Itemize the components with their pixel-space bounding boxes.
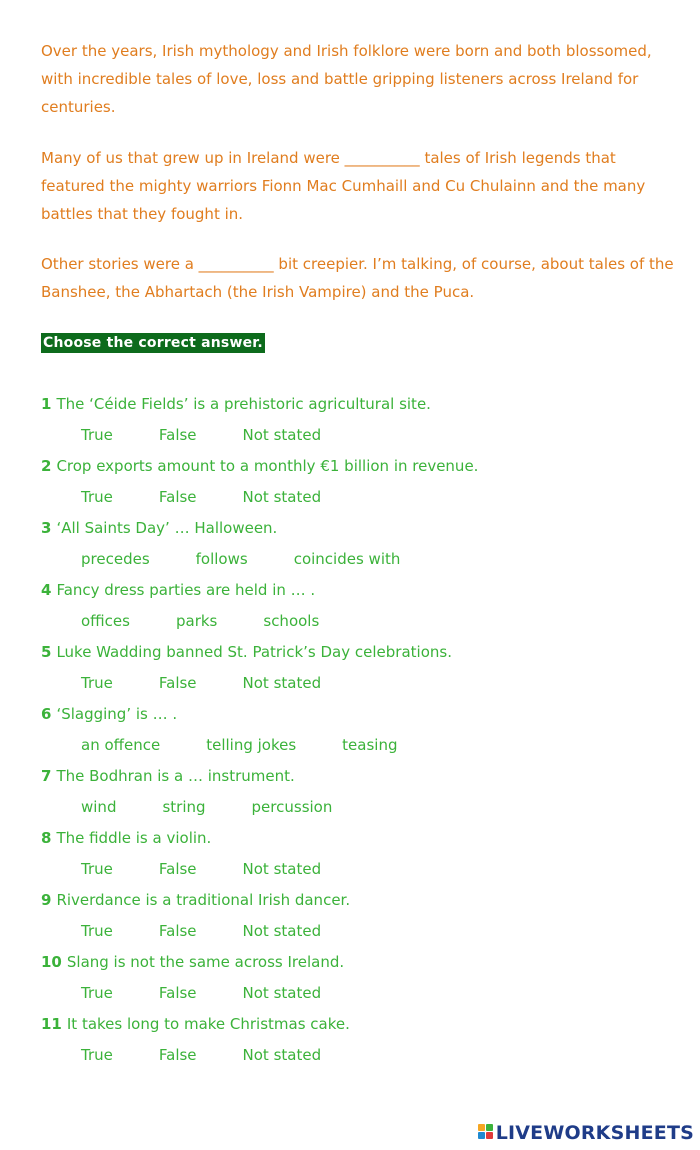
- question-text: [41, 828, 211, 848]
- question-text: [41, 394, 431, 414]
- answer-option[interactable]: Not stated: [242, 488, 322, 506]
- question-number: 8: [41, 829, 52, 847]
- answer-option[interactable]: False: [158, 984, 197, 1002]
- answer-options: [81, 1045, 367, 1065]
- answer-options: [81, 735, 443, 755]
- question-number: 10: [41, 953, 62, 971]
- answer-options: [81, 611, 365, 631]
- answer-options: [81, 859, 367, 879]
- question-statement: Riverdance is a traditional Irish dancer.: [56, 891, 351, 909]
- answer-options: [81, 487, 367, 507]
- paragraph-1: Over the years, Irish mythology and Irish folklore were born and both blossomed, with incredible tales of love, loss and battle gripping listeners across Ireland for centuries.: [41, 42, 652, 116]
- answer-option[interactable]: an offence: [81, 736, 161, 754]
- answer-option[interactable]: False: [158, 922, 197, 940]
- answer-option[interactable]: string: [162, 798, 206, 816]
- answer-option[interactable]: schools: [263, 612, 320, 630]
- question-text: [41, 518, 277, 538]
- question-text: [41, 890, 350, 910]
- answer-option[interactable]: True: [81, 922, 113, 940]
- question-text: [41, 766, 295, 786]
- answer-option[interactable]: Not stated: [242, 674, 322, 692]
- liveworksheets-logo: [478, 1122, 694, 1144]
- question-statement: Luke Wadding banned St. Patrick’s Day celebrations.: [56, 643, 452, 661]
- question-item: [41, 452, 681, 514]
- answer-option[interactable]: True: [81, 860, 113, 878]
- answer-option[interactable]: False: [158, 488, 197, 506]
- answer-option[interactable]: False: [158, 674, 197, 692]
- question-item: [41, 514, 681, 576]
- answer-option[interactable]: False: [158, 426, 197, 444]
- answer-options: [81, 425, 367, 445]
- question-number: 7: [41, 767, 52, 785]
- question-item: [41, 762, 681, 824]
- instruction-label: Choose the correct answer.: [43, 335, 263, 351]
- answer-options: [81, 673, 367, 693]
- answer-option[interactable]: coincides with: [293, 550, 401, 568]
- answer-options: [81, 983, 367, 1003]
- answer-option[interactable]: Not stated: [242, 1046, 322, 1064]
- answer-option[interactable]: offices: [81, 612, 130, 630]
- question-statement: The fiddle is a violin.: [56, 829, 212, 847]
- question-text: [41, 580, 315, 600]
- answer-option[interactable]: False: [158, 860, 197, 878]
- question-number: 5: [41, 643, 52, 661]
- question-text: [41, 1014, 350, 1034]
- answer-option[interactable]: True: [81, 426, 113, 444]
- answer-option[interactable]: Not stated: [242, 860, 322, 878]
- answer-option[interactable]: True: [81, 674, 113, 692]
- question-number: 2: [41, 457, 52, 475]
- question-number: 6: [41, 705, 52, 723]
- answer-option[interactable]: parks: [175, 612, 218, 630]
- question-item: [41, 700, 681, 762]
- question-number: 3: [41, 519, 52, 537]
- answer-options: [81, 549, 446, 569]
- answer-option[interactable]: precedes: [81, 550, 150, 568]
- answer-option[interactable]: Not stated: [242, 984, 322, 1002]
- question-number: 1: [41, 395, 52, 413]
- paragraph-3: Other stories were a __________ bit creepier. I’m talking, of course, about tales of the Banshee, the Abhartach (the Irish Vampire) and the Puca.: [41, 255, 674, 301]
- question-statement: ‘All Saints Day’ … Halloween.: [56, 519, 278, 537]
- question-text: [41, 952, 344, 972]
- question-text: [41, 456, 478, 476]
- answer-options: [81, 797, 378, 817]
- question-item: [41, 390, 681, 452]
- liveworksheets-logo-icon: [478, 1124, 494, 1140]
- question-statement: Crop exports amount to a monthly €1 billion in revenue.: [56, 457, 479, 475]
- question-item: [41, 824, 681, 886]
- answer-option[interactable]: teasing: [342, 736, 398, 754]
- question-text: [41, 704, 177, 724]
- question-statement: The Bodhran is a … instrument.: [56, 767, 295, 785]
- question-text: [41, 642, 452, 662]
- question-item: [41, 638, 681, 700]
- question-item: [41, 1010, 681, 1072]
- question-item: [41, 948, 681, 1010]
- question-statement: Slang is not the same across Ireland.: [66, 953, 345, 971]
- answer-option[interactable]: Not stated: [242, 922, 322, 940]
- answer-option[interactable]: follows: [195, 550, 248, 568]
- answer-options: [81, 921, 367, 941]
- question-number: 4: [41, 581, 52, 599]
- answer-option[interactable]: False: [158, 1046, 197, 1064]
- logo-text: LIVEWORKSHEETS: [495, 1122, 694, 1144]
- question-statement: It takes long to make Christmas cake.: [66, 1015, 350, 1033]
- question-number: 9: [41, 891, 52, 909]
- question-item: [41, 576, 681, 638]
- answer-option[interactable]: telling jokes: [206, 736, 297, 754]
- answer-option[interactable]: percussion: [251, 798, 333, 816]
- question-statement: Fancy dress parties are held in … .: [56, 581, 316, 599]
- question-statement: ‘Slagging’ is … .: [56, 705, 178, 723]
- question-list: [41, 390, 681, 1072]
- question-item: [41, 886, 681, 948]
- question-number: 11: [41, 1015, 62, 1033]
- answer-option[interactable]: True: [81, 1046, 113, 1064]
- answer-option[interactable]: True: [81, 984, 113, 1002]
- answer-option[interactable]: Not stated: [242, 426, 322, 444]
- answer-option[interactable]: wind: [81, 798, 117, 816]
- question-statement: The ‘Céide Fields’ is a prehistoric agricultural site.: [56, 395, 431, 413]
- answer-option[interactable]: True: [81, 488, 113, 506]
- paragraph-2: Many of us that grew up in Ireland were __________ tales of Irish legends that featured the mighty warriors Fionn Mac Cumhaill and Cu Chulainn and the many battles that they fought in.: [41, 149, 646, 223]
